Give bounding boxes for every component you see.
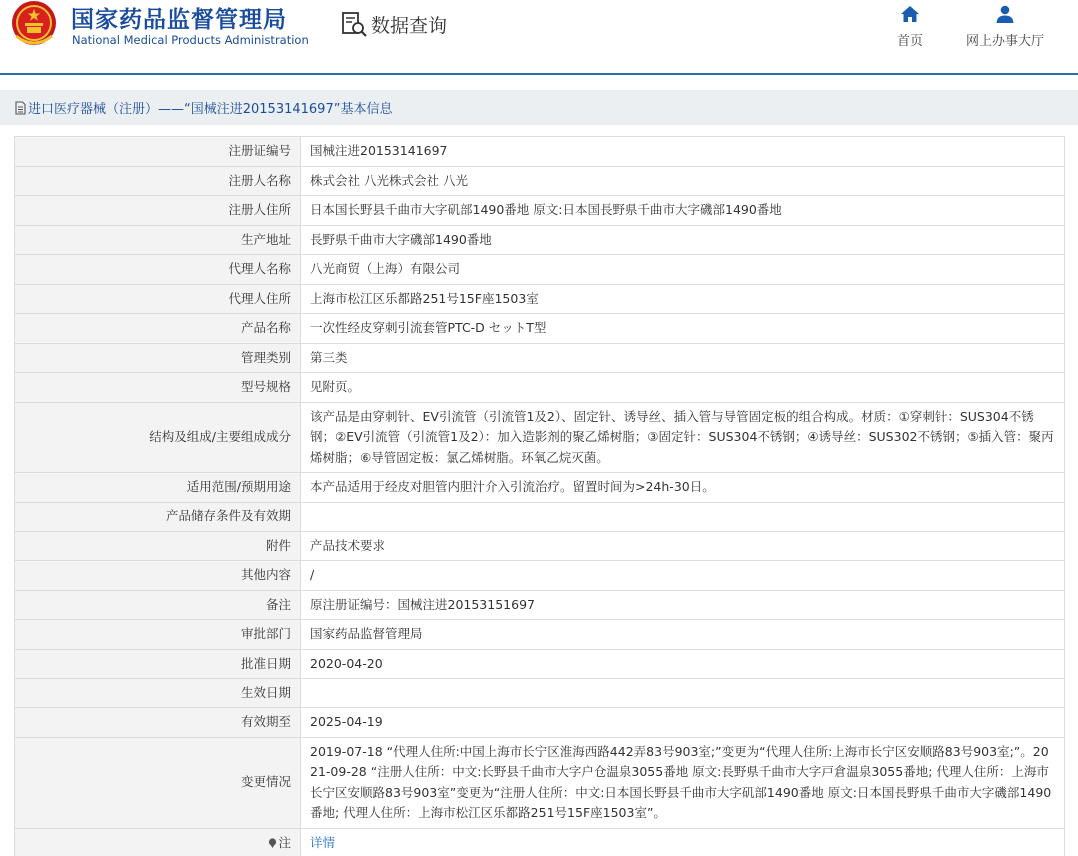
field-value: / — [301, 561, 1065, 591]
field-value: 一次性经皮穿刺引流套管PTC-D セットT型 — [301, 314, 1065, 344]
nav-home-label: 首页 — [897, 34, 924, 49]
field-value: 第三类 — [301, 343, 1065, 373]
field-value-note — [301, 828, 1065, 856]
document-icon — [14, 101, 27, 115]
field-value: 2019-07-18 “代理人住所:中国上海市长宁区淮海西路442弄83号903室;”变更为“代理人住所:上海市长宁区安顺路83号903室;”。2021-09-28 “注册人住所：中文:长野县千曲市大字户仓温泉3055番地 原文:長野県千曲市大字戸倉温泉3055番地; 代理人住所：上海市长宁区安顺路83号903室”变更为“注册人住所：中文:日本国长野县千曲市大字矶部1490番地 原文:日本国長野県千曲市大字磯部1490番地; 代理人住所：上海市松江区乐都路251号15F座1503室”。 — [301, 737, 1065, 828]
field-label: 型号规格 — [15, 373, 301, 403]
field-value: 2020-04-20 — [301, 649, 1065, 679]
field-label: 备注 — [15, 590, 301, 620]
field-value — [301, 502, 1065, 531]
field-value: 2025-04-19 — [301, 708, 1065, 738]
field-value: 国家药品监督管理局 — [301, 620, 1065, 650]
field-value: 产品技术要求 — [301, 531, 1065, 561]
field-label: 产品名称 — [15, 314, 301, 344]
table-row — [15, 590, 1065, 620]
field-label: 生效日期 — [15, 679, 301, 708]
table-row — [15, 649, 1065, 679]
data-query-label: 数据查询 — [371, 14, 448, 37]
table-row — [15, 620, 1065, 650]
pin-icon — [268, 838, 277, 848]
field-label: 审批部门 — [15, 620, 301, 650]
field-value: 国械注进20153141697 — [301, 137, 1065, 167]
home-icon — [900, 4, 920, 24]
field-label: 注册人住所 — [15, 196, 301, 226]
table-row — [15, 284, 1065, 314]
field-label: 变更情况 — [15, 737, 301, 828]
table-row — [15, 314, 1065, 344]
table-row — [15, 502, 1065, 531]
table-row — [15, 402, 1065, 473]
field-label: 附件 — [15, 531, 301, 561]
field-label: 产品储存条件及有效期 — [15, 502, 301, 531]
field-label: 代理人名称 — [15, 255, 301, 285]
table-row-note — [15, 828, 1065, 856]
field-value: 该产品是由穿刺针、EV引流管（引流管1及2）、固定针、诱导丝、插入管与导管固定板的组合构成。材质：①穿刺针：SUS304不锈钢；②EV引流管（引流管1及2）：加入造影剂的聚乙烯树脂；③固定针：SUS304不锈钢；④诱导丝：SUS302不锈钢；⑤插入管：聚丙烯树脂；⑥导管固定板：氯乙烯树脂。环氧乙烷灭菌。 — [301, 402, 1065, 473]
data-query-link[interactable] — [339, 9, 447, 39]
page-title: 进口医疗器械（注册）——“国械注进20153141697”基本信息 — [28, 102, 393, 117]
field-label: 其他内容 — [15, 561, 301, 591]
field-value: 長野県千曲市大字磯部1490番地 — [301, 225, 1065, 255]
header-divider — [0, 73, 1078, 75]
field-value: 日本国长野县千曲市大字矶部1490番地 原文:日本国長野県千曲市大字磯部1490番地 — [301, 196, 1065, 226]
table-row — [15, 137, 1065, 167]
table-row — [15, 255, 1065, 285]
field-label: 管理类别 — [15, 343, 301, 373]
registration-info-table — [14, 136, 1065, 856]
field-label: 有效期至 — [15, 708, 301, 738]
table-row — [15, 473, 1065, 503]
table-row — [15, 561, 1065, 591]
table-row — [15, 166, 1065, 196]
field-label: 注册证编号 — [15, 137, 301, 167]
page-title-bar — [0, 90, 1078, 125]
details-link[interactable]: 详情 — [310, 834, 336, 850]
nav-online-hall-label: 网上办事大厅 — [966, 34, 1045, 49]
nav-home[interactable] — [897, 4, 923, 49]
table-row — [15, 708, 1065, 738]
national-emblem-icon — [10, 0, 58, 48]
field-value — [301, 679, 1065, 708]
field-label: 批准日期 — [15, 649, 301, 679]
field-value: 原注册证编号：国械注进20153151697 — [301, 590, 1065, 620]
field-label: 适用范围/预期用途 — [15, 473, 301, 503]
org-name-cn: 国家药品监督管理局 — [71, 7, 287, 33]
field-value: 株式会社 八光株式会社 八光 — [301, 166, 1065, 196]
field-label: 代理人住所 — [15, 284, 301, 314]
table-row — [15, 196, 1065, 226]
field-label: 注册人名称 — [15, 166, 301, 196]
table-row — [15, 343, 1065, 373]
field-value: 本产品适用于经皮对胆管内胆汁介入引流治疗。留置时间为>24h-30日。 — [301, 473, 1065, 503]
org-name-en: National Medical Products Administration — [72, 33, 309, 47]
user-icon — [995, 4, 1015, 24]
table-row — [15, 531, 1065, 561]
document-search-icon — [339, 9, 369, 39]
site-header — [0, 0, 1078, 75]
field-value: 见附页。 — [301, 373, 1065, 403]
nav-online-hall[interactable] — [966, 4, 1044, 49]
table-row — [15, 737, 1065, 828]
field-label-note — [15, 828, 301, 856]
table-row — [15, 373, 1065, 403]
field-value: 八光商贸（上海）有限公司 — [301, 255, 1065, 285]
field-label: 生产地址 — [15, 225, 301, 255]
table-row — [15, 679, 1065, 708]
table-row — [15, 225, 1065, 255]
field-label: 结构及组成/主要组成成分 — [15, 402, 301, 473]
field-value: 上海市松江区乐都路251号15F座1503室 — [301, 284, 1065, 314]
note-label: 注 — [278, 834, 291, 850]
